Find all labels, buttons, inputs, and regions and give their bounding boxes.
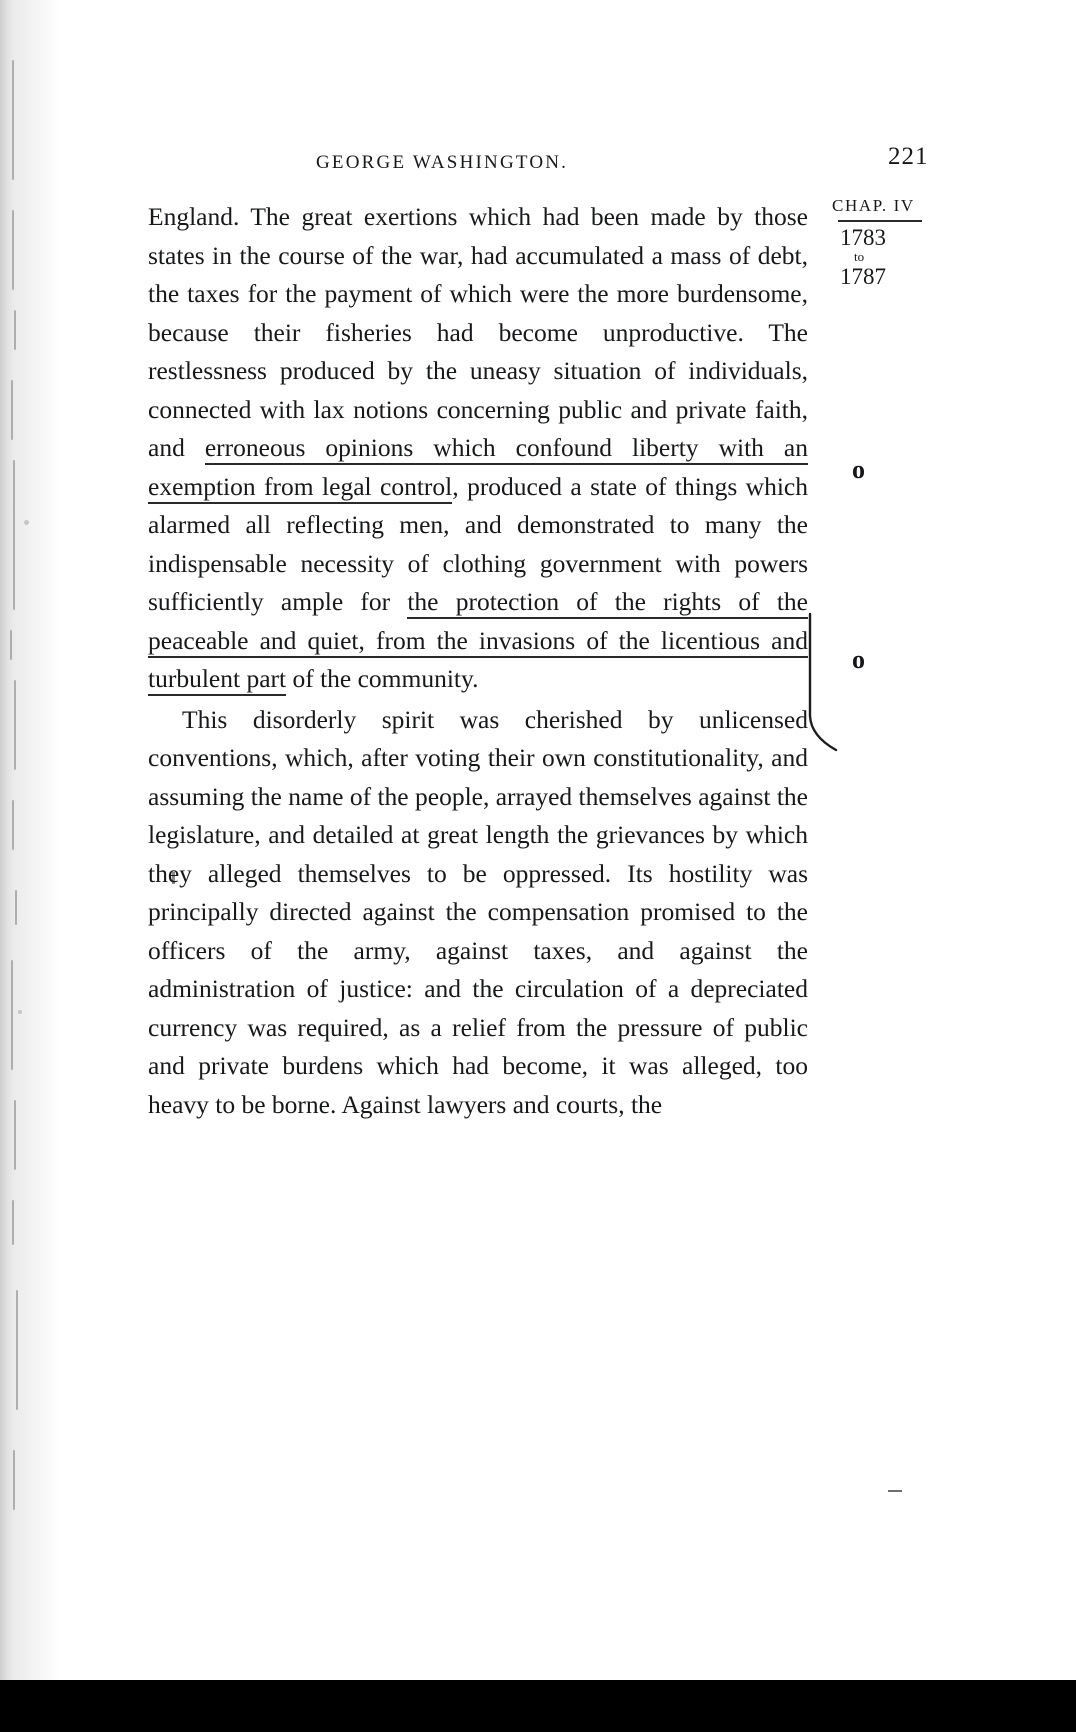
underlined-passage: erroneous opinions which confound liberty with an exemption from legal control xyxy=(148,433,808,504)
marginal-year-start: 1783 xyxy=(840,225,886,250)
scan-bottom-bar xyxy=(0,1680,1076,1732)
marginal-note xyxy=(832,196,1012,289)
paragraph xyxy=(148,701,808,1125)
annotation-brace-mark xyxy=(806,612,842,752)
text-run: of the community. xyxy=(286,664,479,693)
text-run: This disorderly spirit was cherished by unlicensed conventions, which, after voting their own constitutionality, and assuming the name of the people, arrayed themselves against the legislature, and detailed at great length the grievances by which they alleged themselves to be oppressed. Its hostility was principally directed against the compensation promised to the officers of the army, against taxes, and against the administration of justice: and the circulation of a depreciated currency was required, as a relief from the pressure of public and private burdens which had become, it was alleged, too heavy to be borne. Against lawyers and courts, the xyxy=(148,704,808,1119)
marginal-year-connector: to xyxy=(854,249,865,264)
marginal-chapter-label: CHAP. IV xyxy=(832,196,915,215)
marginal-year-end: 1787 xyxy=(840,264,886,289)
text-run: , produced a state of things which alarmed all reflecting men, and demonstrated to many the indispensable necessity of clothing government with powers sufficiently ample for xyxy=(148,471,808,616)
scan-speck xyxy=(24,520,29,525)
running-head: GEORGE WASHINGTON. xyxy=(316,152,569,173)
underlined-passage: the protection of the rights of the peaceable and quiet, from the invasions of the licentious and turbulent part xyxy=(148,587,808,696)
scan-margin-marks xyxy=(8,60,34,1560)
page-number: 221 xyxy=(888,143,929,170)
marginal-rule xyxy=(838,220,922,222)
body-text-column xyxy=(148,198,808,1124)
annotation-circle-mark: o xyxy=(852,455,865,484)
text-run: England. The great exertions which had been made by those states in the course of the war, had accumulated a mass of debt, the taxes for the payment of which were the more burdensome, because their fisheries had become unproductive. The restlessness produced by the uneasy situation of individuals, connected with lax notions concerning public and private faith, and xyxy=(148,202,808,462)
scan-stray-dash xyxy=(888,1490,902,1492)
scan-speck xyxy=(18,1010,22,1014)
annotation-circle-mark: o xyxy=(852,645,865,674)
paragraph xyxy=(148,198,808,699)
